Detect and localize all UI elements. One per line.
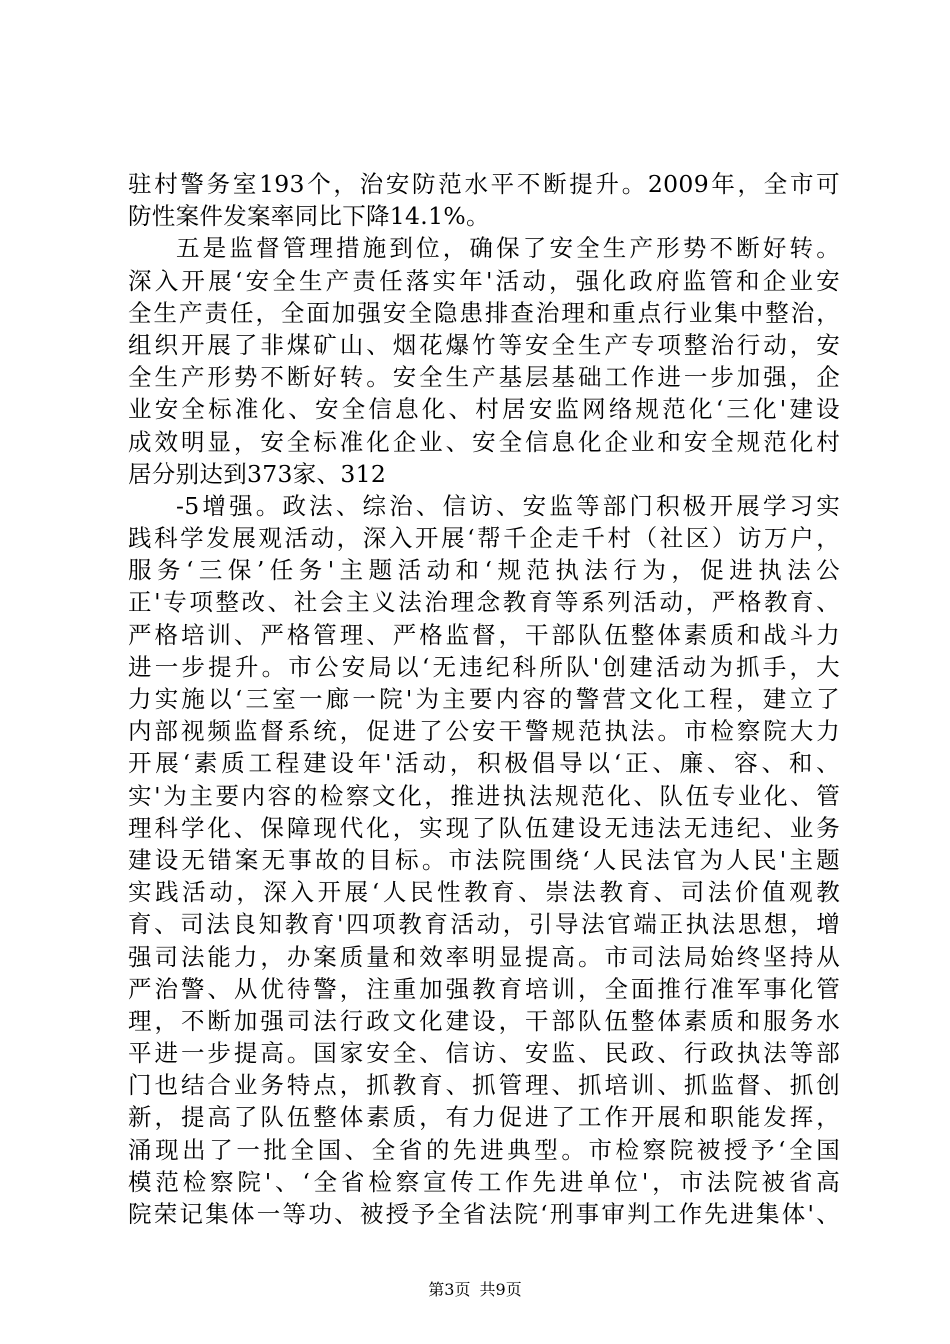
text-line: 服务‘三保’任务'主题活动和‘规范执法行为，促进执法公 [128,556,840,585]
text-line: 力实施以‘三室一廊一院'为主要内容的警营文化工程，建立了 [128,685,840,713]
text-line: 建设无错案无事故的目标。市法院围绕‘人民法官为人民'主题 [128,845,840,874]
text-line: 理，不断加强司法行政文化建设，干部队伍整体素质和服务水 [128,1006,840,1035]
text-line: 理科学化、保障现代化，实现了队伍建设无违法无违纪、业务 [128,813,840,842]
text-line: 成效明显，安全标准化企业、安全信息化企业和安全规范化村 [128,427,840,456]
text-line: 防性案件发案率同比下降14.1%。 [128,202,490,231]
text-line: 门也结合业务特点，抓教育、抓管理、抓培训、抓监督、抓创 [128,1071,840,1100]
text-line: 强司法能力，办案质量和效率明显提高。市司法局始终坚持从 [128,942,840,971]
text-line: 开展‘素质工程建设年'活动，积极倡导以‘正、廉、容、和、 [128,749,840,778]
text-line: 居分别达到373家、312 [128,459,387,488]
text-line: 正'专项整改、社会主义法治理念教育等系列活动，严格教育、 [128,588,840,617]
text-line: 涌现出了一批全国、全省的先进典型。市检察院被授予‘全国 [128,1135,840,1164]
text-line: 五是监督管理措施到位，确保了安全生产形势不断好转。 [176,234,840,263]
text-line: 全生产责任，全面加强安全隐患排查治理和重点行业集中整治， [128,298,840,327]
document-body [128,168,840,1230]
text-line: 新，提高了队伍整体素质，有力促进了工作开展和职能发挥， [128,1103,840,1132]
text-line: 模范检察院'、‘全省检察宣传工作先进单位'，市法院被省高 [128,1167,840,1196]
text-line: 平进一步提高。国家安全、信访、安监、民政、行政执法等部 [128,1039,840,1068]
text-line: 院荣记集体一等功、被授予全省法院‘刑事审判工作先进集体'、 [128,1200,840,1228]
text-line: 实'为主要内容的检察文化，推进执法规范化、队伍专业化、管 [128,781,840,810]
text-line: 育、司法良知教育'四项教育活动，引导法官端正执法思想，增 [128,910,840,939]
text-line: 实践活动，深入开展‘人民性教育、崇法教育、司法价值观教 [128,878,840,907]
page-footer [0,1280,950,1300]
page-number: 第3页 [428,1280,471,1299]
text-line: -5增强。政法、综治、信访、安监等部门积极开展学习实 [176,491,840,520]
text-line: 严格培训、严格管理、严格监督，干部队伍整体素质和战斗力 [128,620,840,649]
text-line: 践科学发展观活动，深入开展‘帮千企走千村（社区）访万户， [128,524,840,553]
text-line: 深入开展‘安全生产责任落实年'活动，强化政府监管和企业安 [128,266,840,295]
text-line: 严治警、从优待警，注重加强教育培训，全面推行准军事化管 [128,974,840,1003]
text-line: 驻村警务室193个，治安防范水平不断提升。2009年，全市可 [128,170,840,198]
text-line: 业安全标准化、安全信息化、村居安监网络规范化‘三化'建设 [128,395,840,424]
text-line: 内部视频监督系统，促进了公安干警规范执法。市检察院大力 [128,717,840,746]
text-line: 全生产形势不断好转。安全生产基层基础工作进一步加强，企 [128,363,840,392]
page-total: 共9页 [479,1280,522,1299]
text-line: 进一步提升。市公安局以‘无违纪科所队'创建活动为抓手，大 [128,652,840,681]
text-line: 组织开展了非煤矿山、烟花爆竹等安全生产专项整治行动，安 [128,330,840,359]
